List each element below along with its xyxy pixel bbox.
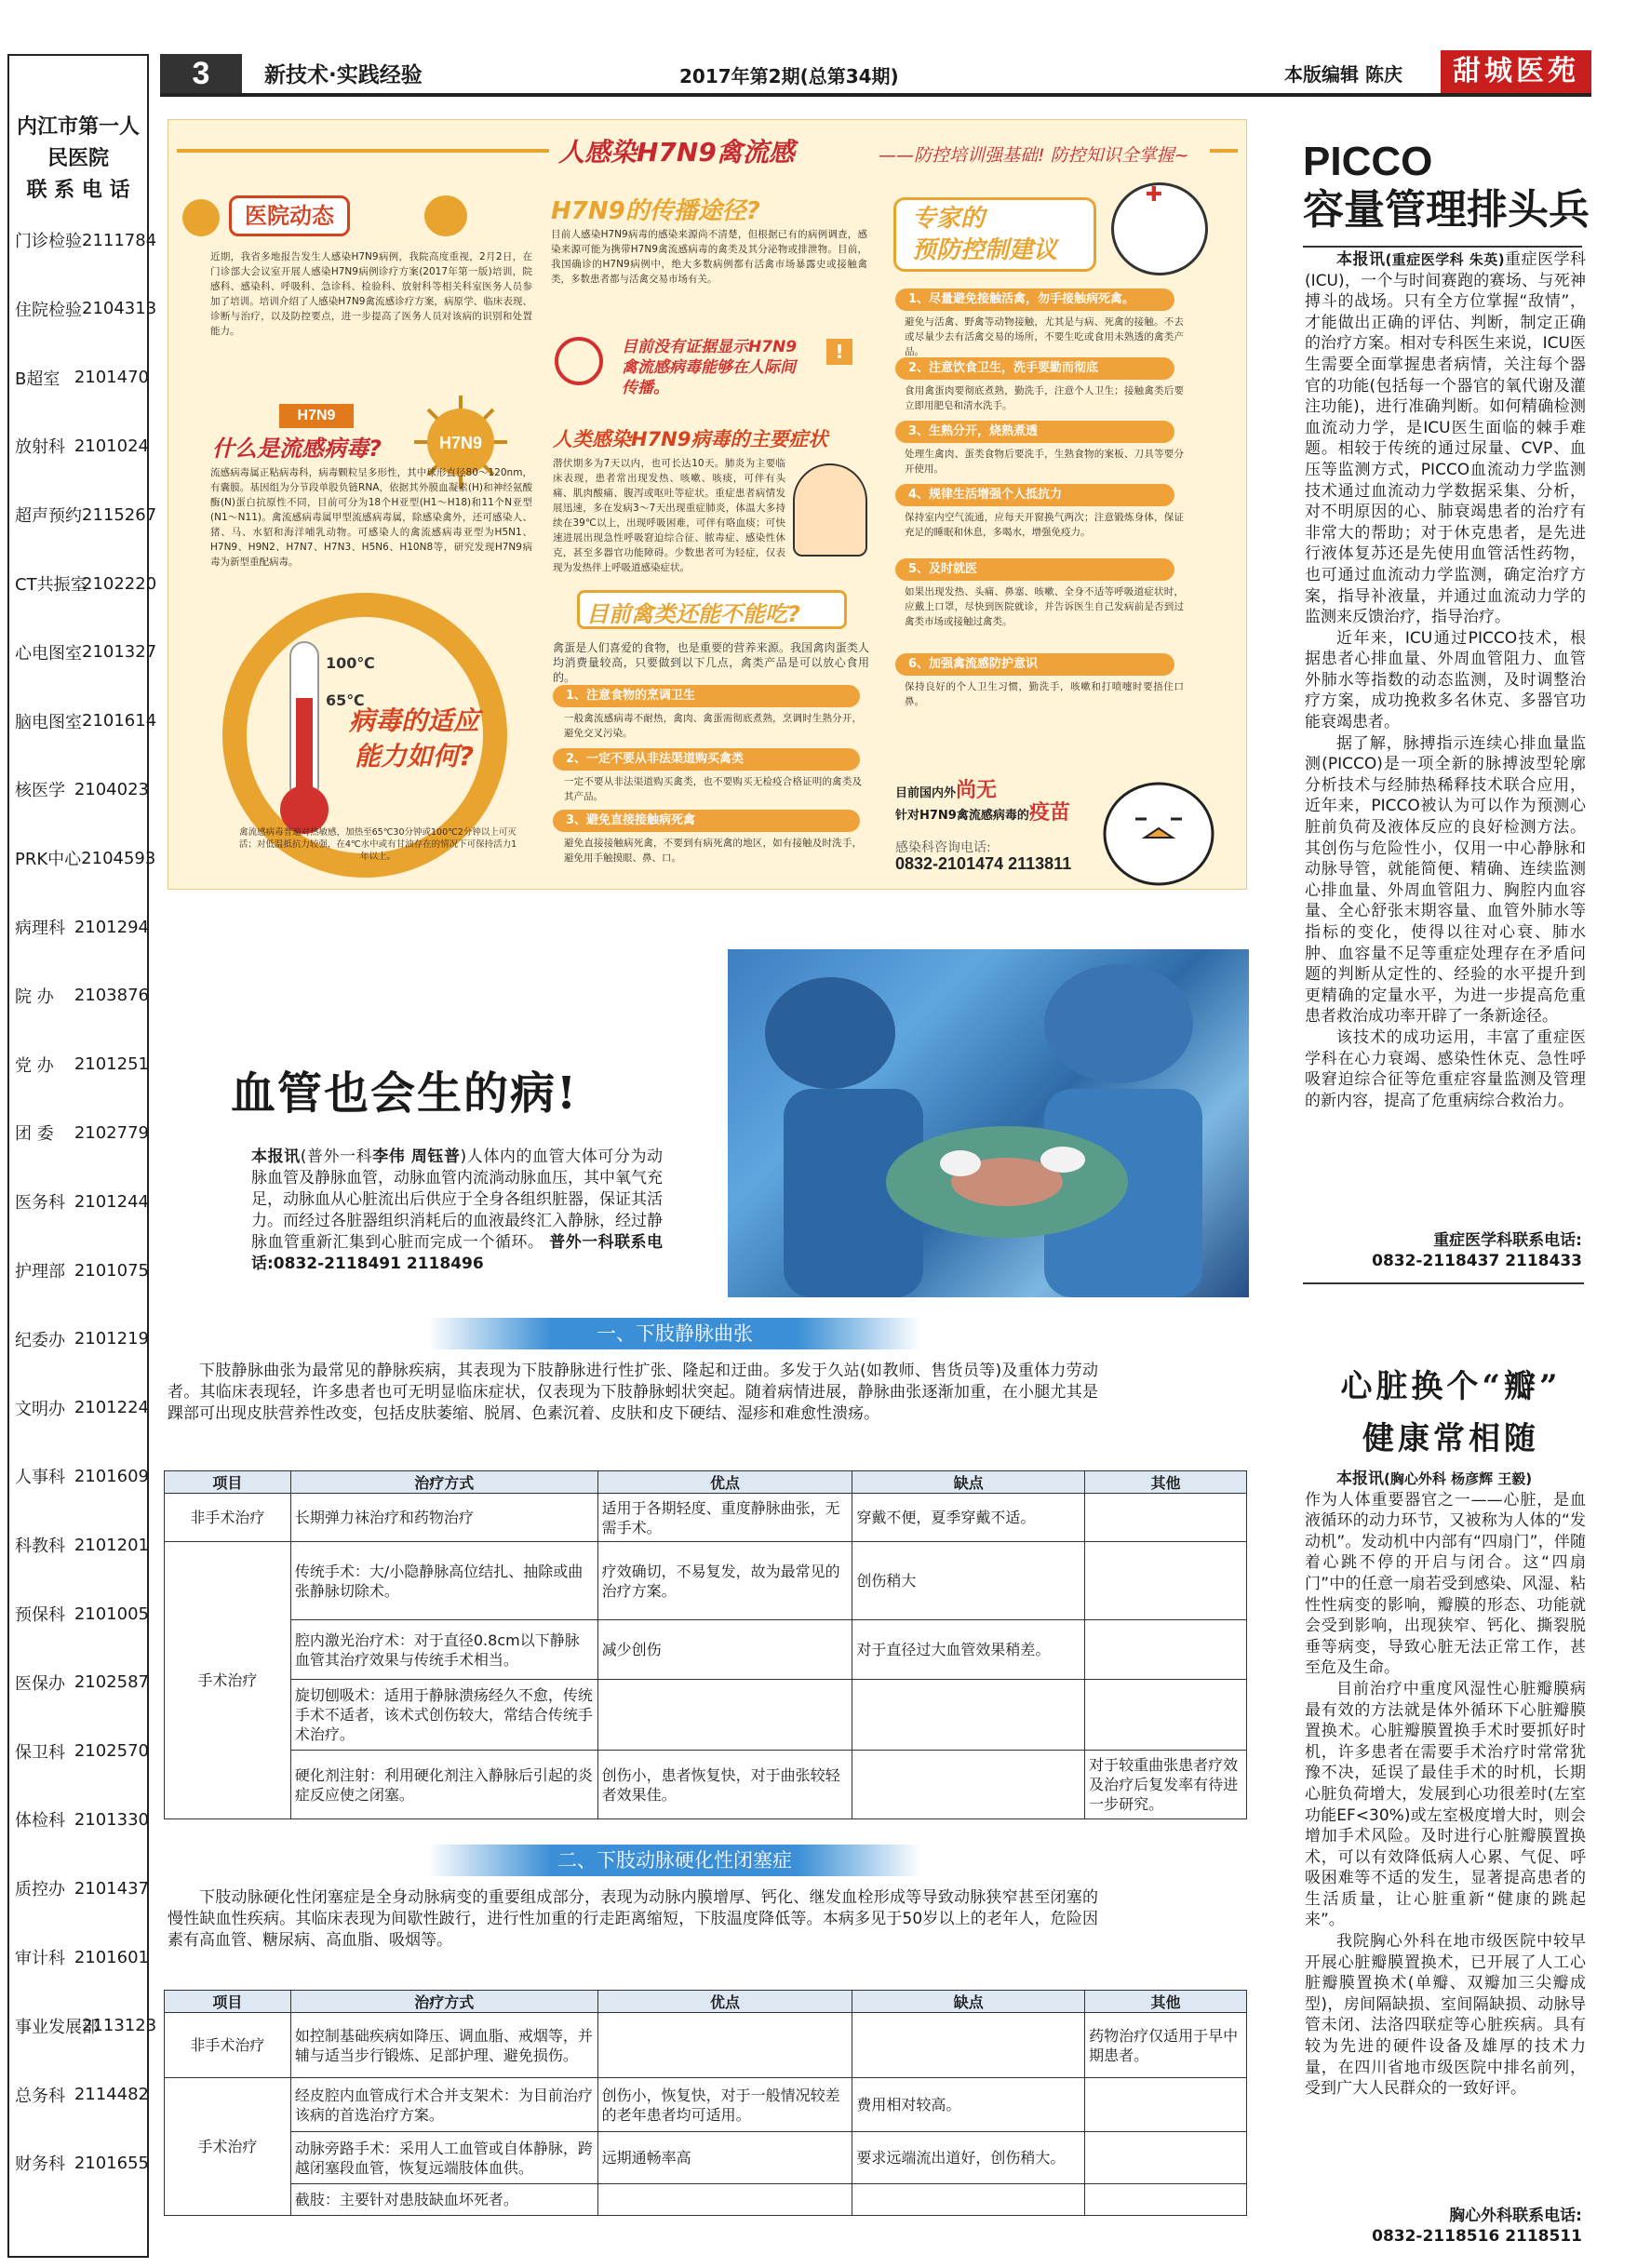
directory-phone: 2103876 <box>74 986 149 1006</box>
vessel-contact: 普外一科联系电话:0832-2118491 2118496 <box>251 1233 664 1273</box>
eat-tip-2: 2、一定不要从非法渠道购买禽类 <box>553 748 860 771</box>
directory-phone: 2101219 <box>74 1329 149 1349</box>
section-title: 新技术·实践经验 <box>264 63 423 87</box>
section1-text: 下肢静脉曲张为最常见的静脉疾病，其表现为下肢静脉进行性扩张、隆起和迂曲。多发于久站(如教师、售货员等)及重体力劳动者。其临床表现轻，许多患者也可无明显临床症状，仅表现为下肢静脉蚓状突起。随着病情进展，静脉曲张逐渐加重，在小腿尤其是踝部可出现皮肤营养性改变，包括皮肤萎缩、脱屑、色素沉着、皮肤和皮下硬结、湿疹和难愈性溃疡。 <box>168 1362 1098 1423</box>
heart-article-body <box>1305 1469 1586 2100</box>
table-cell: 截肢：主要针对患肢缺血坏死者。 <box>290 2184 597 2216</box>
warning-icon: ! <box>826 339 852 365</box>
table-row <box>165 1620 1247 1680</box>
no-human-transmission-icon <box>555 337 603 385</box>
directory-dept: CT共振室 <box>15 575 87 595</box>
issue-label: 2017年第2期(总第34期) <box>679 65 899 87</box>
table-cell: 远期通畅率高 <box>597 2132 852 2184</box>
directory-phone: 2114482 <box>74 2085 149 2105</box>
directory-dept: 放射科 <box>15 437 65 458</box>
picco-title-line1: PICCO <box>1303 139 1433 184</box>
directory-phone: 2101437 <box>74 1878 149 1899</box>
directory-row <box>15 1046 149 1083</box>
directory-row <box>15 908 149 946</box>
directory-dept: 门诊检验 <box>15 232 82 251</box>
can-eat-title: 目前禽类还能不能吃? <box>586 601 800 627</box>
directory-dept: 科教科 <box>15 1537 65 1557</box>
table-cell: 费用相对较高。 <box>852 2078 1085 2132</box>
section2-title: 二、下肢动脉硬化性闭塞症 <box>428 1845 921 1876</box>
directory-dept: PRK中心 <box>15 850 82 870</box>
directory-row <box>15 771 149 808</box>
table-cell: 疗效确切，不易复发，故为最常见的治疗方案。 <box>597 1542 852 1620</box>
directory-row <box>15 1457 149 1495</box>
chicken-icon <box>182 199 220 236</box>
table-cell: 对于直径过大血管效果稍差。 <box>852 1620 1085 1680</box>
picco-paragraph-3: 据了解，脉搏指示连续心排血量监测(PICCO)是一项全新的脉搏波型轮廓分析技术与经肺热稀释技术联合应用，近年来，PICCO被认为可以作为预测心脏前负荷及液体反应的良好检测方法。其创伤与危险性小，仅用一中心静脉和动脉导管，就能简便、精确、连续监测心排血量、外周血管阻力、胸腔内血容量、全心舒张末期容量、血管外肺水等指标的变化，使得以往对心衰、肺水肿、血容量不足等重症处理存在矛盾问题的判断从定性的、经验的水平提升到更精确的定量水平，为进一步提高危重患者救治成功率开辟了一条新途径。 <box>1305 733 1586 1027</box>
banner-stripe-right <box>1210 149 1238 153</box>
directory-dept: 超声预约 <box>15 506 82 527</box>
sick-person-icon <box>793 463 867 557</box>
vaccine-word: 疫苗 <box>1028 801 1070 825</box>
expert-title-line2: 预防控制建议 <box>912 236 1058 264</box>
heart-contact-label: 胸心外科联系电话: <box>1449 2207 1582 2225</box>
directory-phone: 2101470 <box>74 368 149 388</box>
directory-dept: 住院检验 <box>15 300 82 320</box>
banner-stripe-left <box>177 149 549 153</box>
table-cell <box>1085 2184 1247 2216</box>
directory-row <box>15 221 157 259</box>
directory-row <box>15 427 149 464</box>
table-cell <box>597 2013 852 2078</box>
picco-paragraph-1: 重症医学科(ICU)，一个与时间赛跑的赛场、与死神搏斗的战场。只有全方位掌握“敌情”，才能做出正确的评估、判断，制定正确的治疗方案。相对专科医生来说，ICU医生需要全面掌握患者病情，关注每个器官的功能(包括每一个器官的氧代谢及灌注功能)，进行准确判断。如何精确检测血流动力学，是ICU医生面临的棘手难题。相较于传统的通过尿量、CVP、血压等监测方式，PICCO血流动力学监测技术通过血流动力学数据采集、分析，对不明原因的心、肺衰竭患者的治疗有非常大的帮助；对于休克患者，是先进行液体复苏还是先使用血管活性药物，也可通过血流动力学监测，确定治疗方案，指导补液量，并通过血流动力学的监测来反馈治疗，指导治疗。 <box>1305 250 1587 627</box>
row-category-label: 非手术治疗 <box>165 2013 291 2078</box>
directory-phone: 2102220 <box>82 573 157 594</box>
directory-row <box>15 290 157 328</box>
eat-intro-text: 禽蛋是人们喜爱的食物，也是重要的营养来源。我国禽肉蛋类人均消费量较高，只要做到以下几点，禽类产品是可以放心食用的。 <box>553 641 869 684</box>
table-header-cell: 其他 <box>1085 1991 1247 2013</box>
table-cell: 传统手术：大/小隐静脉高位结扎、抽除或曲张静脉切除术。 <box>290 1542 597 1620</box>
directory-dept: 党 办 <box>15 1055 54 1076</box>
directory-dept: 核医学 <box>15 781 65 801</box>
directory-dept: 护理部 <box>15 1262 65 1282</box>
directory-row <box>15 634 157 671</box>
table-cell: 要求远端流出道好，创伤稍大。 <box>852 2132 1085 2184</box>
directory-row <box>15 1321 149 1358</box>
directory-row <box>15 1939 149 1976</box>
directory-phone: 2101614 <box>82 711 157 731</box>
column-divider <box>1303 1282 1584 1284</box>
directory-phone: 2104593 <box>81 848 156 868</box>
phone-directory <box>7 54 157 2258</box>
row-category-label: 非手术治疗 <box>165 1494 291 1542</box>
picco-title-line2: 容量管理排头兵 <box>1303 187 1590 233</box>
directory-phone: 2101655 <box>74 2153 149 2173</box>
directory-phone: 2101294 <box>74 917 149 937</box>
directory-row <box>15 2007 157 2045</box>
directory-row <box>15 1801 149 1838</box>
transmission-title: H7N9的传播途径? <box>551 197 760 225</box>
directory-phone: 2101244 <box>74 1191 149 1212</box>
directory-row <box>15 839 156 877</box>
directory-dept: 病理科 <box>15 919 65 938</box>
heart-title-line1: 心脏换个“瓣” <box>1340 1368 1562 1405</box>
expert-title-line1: 专家的 <box>912 205 986 233</box>
table-cell: 腔内激光治疗术：对于直径0.8cm以下静脉血管其治疗效果与传统手术相当。 <box>290 1620 597 1680</box>
table-cell: 长期弹力袜治疗和药物治疗 <box>290 1494 597 1542</box>
thermo-arc-text: 禽流感病毒普遍对热敏感，加热至65℃30分钟或100℃2分钟以上可灭活；对低温抵抗力较强，在4℃水中或有甘油存在的情况下可保持活力1年以上。 <box>238 827 517 862</box>
table-row <box>165 2078 1247 2132</box>
table-header-cell: 缺点 <box>852 1471 1085 1494</box>
directory-phone: 2101601 <box>74 1947 149 1967</box>
table-header-row <box>165 1471 1247 1494</box>
chicken-icon <box>424 195 467 236</box>
directory-title-line2: 联 系 电 话 <box>26 179 130 202</box>
vaccine-line2-text: 针对H7N9禽流感病毒的 <box>895 809 1029 823</box>
byline-authors: 李伟 周钰普 <box>372 1147 461 1166</box>
h7n9-tag: H7N9 <box>279 404 354 428</box>
arterial-treatment-table <box>164 1990 1247 2216</box>
virus-label: H7N9 <box>438 434 483 452</box>
directory-phone: 2113123 <box>82 2016 157 2036</box>
directory-phone: 2101024 <box>74 436 149 456</box>
vessel-article-body <box>251 1147 663 1275</box>
table-row <box>165 2013 1247 2078</box>
directory-row <box>15 359 149 396</box>
section2-text: 下肢动脉硬化性闭塞症是全身动脉病变的重要组成部分，表现为动脉内膜增厚、钙化、继发血栓形成等导致动脉狭窄甚至闭塞的慢性缺血性疾病。其临床表现为间歇性跛行，进行性加重的行走距离缩短，下肢温度降低等。本病多见于50岁以上的老年人，危险因素有高血管、糖尿病、高血脂、吸烟等。 <box>168 1888 1098 1950</box>
vessel-body-text: )人体内的血管大体可分为动脉血管及静脉血管，动脉血管内流淌动脉血压，其中氧气充足，动脉血从心脏流出后供应于全身各组织脏器，保证其活力。而经过各脏器组织消耗后的血液最终汇入静脉，经过静脉血管重新汇集到心脏而完成一个循环。 <box>251 1147 664 1252</box>
vaccine-line2 <box>895 797 1070 825</box>
directory-phone: 2101609 <box>74 1466 149 1486</box>
heart-paragraph-2: 目前治疗中重度风湿性心脏瓣膜病最有效的方法就是体外循环下心脏瓣膜置换术。心脏瓣膜置换手术时要抓好时机，许多患者在需要手术治疗时常常犹豫不决，延误了最佳手术的时机，长期心脏负荷增大，发展到心功很差时(左室功能EF<30%)或左室极度增大时，则会增加手术风险。及时进行心脏瓣膜置换术，可以有效降低病人心累、气促、呼吸困难等不适的发生，显著提高患者的生活质量，让心脏重新“健康的跳起来”。 <box>1305 1679 1586 1930</box>
directory-phone: 2102570 <box>74 1741 149 1762</box>
table-cell <box>1085 1680 1247 1751</box>
directory-dept: 预保科 <box>15 1605 65 1625</box>
varicose-treatment-table <box>164 1470 1247 1819</box>
vaccine-line1-text: 目前国内外 <box>895 786 957 800</box>
directory-row <box>15 1733 149 1770</box>
directory-row <box>15 565 157 602</box>
directory-dept: 体检科 <box>15 1811 65 1832</box>
heart-author: (胸心外科 杨彦辉 王毅) <box>1384 1470 1533 1487</box>
symptoms-text: 潜伏期多为7天以内，也可长达10天。肺炎为主要临床表现，患者常出现发热、咳嗽、咳痰，可伴有头痛、肌肉酸痛、腹泻或呕吐等症状。重症患者病情发展迅速，多在发病3～7天出现重症肺炎，体温大多持续在39℃以上，出现呼吸困难，可伴有咯血痰；可快速进展出现急性呼吸窘迫综合征、脓毒症、感染性休克，甚至多器官功能障碍。少数患者可为轻症，仅表现为发热伴上呼吸道感染症状。 <box>553 458 785 573</box>
directory-phone: 2104023 <box>74 779 149 799</box>
directory-row <box>15 1183 149 1220</box>
directory-dept: 财务科 <box>15 2154 65 2175</box>
eat-tip-3-text: 避免直接接触病死禽，不要到有病死禽的地区，如有接触及时洗手，避免用手触摸眼、鼻、口。 <box>564 838 862 864</box>
expert-advice-title: 2、注意饮食卫生，洗手要勤而彻底 <box>895 357 1174 380</box>
table-cell <box>597 1680 852 1751</box>
directory-phone: 2101075 <box>74 1260 149 1281</box>
directory-dept: 院 办 <box>15 986 54 1007</box>
table-cell <box>1085 1494 1247 1542</box>
directory-phone: 2115267 <box>82 504 157 525</box>
table-cell <box>597 2184 852 2216</box>
eat-tip-2-text: 一定不要从非法渠道购买禽类，也不要购买无检疫合格证明的禽类及其产品。 <box>564 776 862 802</box>
directory-title <box>9 112 147 207</box>
directory-row <box>15 496 157 533</box>
table-row <box>165 1494 1247 1542</box>
table-cell: 对于较重曲张患者疗效及治疗后复发率有待进一步研究。 <box>1085 1751 1247 1819</box>
thermo-65-label: 65℃ <box>326 691 365 709</box>
thermo-100-label: 100℃ <box>326 654 375 672</box>
picco-contact-numbers: 0832-2118437 2118433 <box>1372 1252 1582 1270</box>
directory-dept: 总务科 <box>15 2086 65 2106</box>
newspaper-logo: 甜城医苑 <box>1441 50 1591 93</box>
table-cell: 适用于各期轻度、重度静脉曲张，无需手术。 <box>597 1494 852 1542</box>
directory-phone: 2101327 <box>82 642 157 663</box>
chick-mascot-icon <box>1089 759 1228 886</box>
directory-row <box>15 1526 149 1563</box>
directory-row <box>15 1664 149 1701</box>
table-cell <box>1085 1542 1247 1620</box>
table-header-cell: 缺点 <box>852 1991 1085 2013</box>
picco-paragraph-2: 近年来，ICU通过PICCO技术，根据患者心排血量、外周血管阻力、血管外肺水等指数的动态监测，及时调整治疗方案，成功挽救多名休克、多器官功能衰竭患者。 <box>1305 628 1586 732</box>
picco-contact-label: 重症医学科联系电话: <box>1433 1231 1582 1250</box>
directory-dept: 纪委办 <box>15 1330 65 1350</box>
directory-row <box>15 2144 149 2181</box>
what-is-flu-text: 流感病毒属正粘病毒科，病毒颗粒呈多形性，其中球形直径80～120nm，有囊膜。基因组为分节段单股负链RNA，依据其外膜血凝素(H)和神经氨酸酶(N)蛋白抗原性不同，目前可分为18个H亚型(H1～H18)和11个N亚型(N1～N11)。禽流感病毒属甲型流感病毒属，除感染禽外，还可感染人、猪、马、水貂和海洋哺乳动物。可感染人的禽流感病毒亚型为H5N1、H7N9、H9N2、H7N7、H7N3、H5N6、H10N8等，研究发现H7N9病毒为新型重配病毒。 <box>210 467 532 568</box>
what-is-flu-title: 什么是流感病毒? <box>212 436 382 462</box>
table-cell <box>852 2013 1085 2078</box>
eat-tip-3: 3、避免直接接触病死禽 <box>553 810 860 832</box>
eat-tip-1: 1、注意食物的烹调卫生 <box>553 685 860 707</box>
picco-title-rule <box>1303 246 1582 248</box>
virus-adaptability-title: 病毒的适应能力如何? <box>348 705 479 772</box>
directory-row <box>15 1114 149 1151</box>
directory-row <box>15 977 149 1014</box>
table-header-cell: 治疗方式 <box>290 1471 597 1494</box>
table-header-cell: 优点 <box>597 1471 852 1494</box>
byline-lead: 本报讯 <box>251 1147 301 1166</box>
table-cell <box>852 2184 1085 2216</box>
directory-phone: 2101330 <box>74 1809 149 1830</box>
symptoms-title: 人类感染H7N9病毒的主要症状 <box>553 428 828 450</box>
picco-paragraph-4: 该技术的成功运用，丰富了重症医学科在心力衰竭、感染性休克、急性呼吸窘迫综合征等危重症容量监测及管理的新内容，提高了危重病综合救治力。 <box>1305 1027 1586 1110</box>
directory-dept: 人事科 <box>15 1468 65 1488</box>
page-number: 3 <box>160 54 242 93</box>
directory-dept: 事业发展部 <box>15 2017 99 2037</box>
directory-row <box>15 703 157 740</box>
medical-cross-icon: ✚ <box>1145 183 1163 207</box>
table-cell <box>852 1751 1085 1819</box>
byline-dept: (普外一科 <box>300 1147 373 1166</box>
table-cell: 创伤稍大 <box>852 1542 1085 1620</box>
directory-row <box>15 2076 149 2114</box>
infection-phone-numbers: 0832-2101474 2113811 <box>895 854 1072 873</box>
table-cell: 药物治疗仅适用于早中期患者。 <box>1085 2013 1247 2078</box>
directory-dept: 文明办 <box>15 1399 65 1419</box>
expert-advice-title: 1、尽量避免接触活禽，勿手接触病死禽。 <box>895 289 1174 311</box>
directory-row <box>15 1595 149 1632</box>
expert-advice-text: 避免与活禽、野禽等动物接触，尤其是与病、死禽的接触。不去或尽量少去有活禽交易的场所，不要生吃或食用未熟透的禽类产品。 <box>905 316 1184 357</box>
table-row <box>165 1542 1247 1620</box>
directory-phone: 2111784 <box>82 230 157 250</box>
picco-contact <box>1303 1230 1582 1271</box>
table-header-cell: 治疗方式 <box>290 1991 597 2013</box>
table-row <box>165 1751 1247 1819</box>
vessel-article-title: 血管也会生的病! <box>231 1067 579 1120</box>
directory-dept: 医保办 <box>15 1673 65 1694</box>
expert-advice-text: 食用禽蛋肉要彻底煮熟，勤洗手，注意个人卫生；接触禽类后要立即用肥皂和清水洗手。 <box>905 385 1184 411</box>
row-category-label: 手术治疗 <box>165 2078 291 2216</box>
hospital-news-text: 近期，我省多地报告发生人感染H7N9病例，我院高度重视，2月2日，在门诊部大会议室开展人感染H7N9病例诊疗方案(2017年第一版)培训，院感科、感染科、呼吸科、急诊科、检验科、放射科等相关科室医务人员参加了培训。培训介绍了人感染H7N9禽流感诊疗方案，病原学、临床表现、诊断与治疗，以及防控要点，进一步提高了医务人员对该病的识别和处置能力。 <box>210 251 532 337</box>
directory-title-line1: 内江市第一人民医院 <box>16 115 140 170</box>
editor-label: 本版编辑 陈庆 <box>1284 63 1402 86</box>
table-cell <box>1085 2078 1247 2132</box>
directory-phone: 2101224 <box>74 1398 149 1418</box>
directory-phone: 2101005 <box>74 1604 149 1624</box>
vaccine-none-word: 尚无 <box>956 779 998 802</box>
heart-paragraph-3: 我院胸心外科在地市级医院中较早开展心脏瓣膜置换术，已开展了人工心脏瓣膜置换术(单瓣、双瓣加三尖瓣成型)，房间隔缺损、室间隔缺损、动脉导管未闭、法洛四联症等心脏疾病。具有较为先进的硬件设备及雄厚的技术力量，在四川省地市级医院中排名前列，受到广大人民群众的一致好评。 <box>1305 1932 1586 2099</box>
no-evidence-text: 目前没有证据显示H7N9禽流感病毒能够在人际间传播。 <box>622 338 798 397</box>
directory-row <box>15 1870 149 1907</box>
directory-phone: 2101201 <box>74 1535 149 1555</box>
directory-dept: 审计科 <box>15 1949 65 1968</box>
directory-dept: 团 委 <box>15 1124 54 1145</box>
infection-phone-label: 感染科咨询电话: <box>895 840 991 855</box>
expert-advice-title: 3、生熟分开，烧熟煮透 <box>895 421 1174 443</box>
h7n9-banner: 人感染H7N9禽流感 <box>558 137 795 168</box>
directory-phone: 2104313 <box>82 299 157 319</box>
table-cell: 减少创伤 <box>597 1620 852 1680</box>
heart-article-title <box>1325 1361 1577 1465</box>
header-rule <box>160 93 1591 97</box>
table-header-cell: 优点 <box>597 1991 852 2013</box>
table-cell <box>852 1680 1085 1751</box>
transmission-text: 目前人感染H7N9病毒的感染来源尚不清楚，但根据已有的病例调查，感染来源可能为携带H7N9禽流感病毒的禽类及其分泌物或排泄物。目前，我国确诊的H7N9病例中，绝大多数病例都有活禽市场暴露史或接触禽类，多数患者都与活禽交易市场有关。 <box>551 229 867 285</box>
directory-row <box>15 1252 149 1289</box>
directory-phone: 2101251 <box>74 1054 149 1075</box>
table-cell <box>1085 1620 1247 1680</box>
table-row <box>165 2184 1247 2216</box>
expert-advice-title: 4、规律生活增强个人抵抗力 <box>895 484 1174 506</box>
directory-dept: 心电图室 <box>15 643 82 664</box>
table-row <box>165 2132 1247 2184</box>
table-cell: 如控制基础疾病如降压、调血脂、戒烟等，并辅与适当步行锻炼、足部护理、避免损伤。 <box>290 2013 597 2078</box>
table-header-row <box>165 1991 1247 2013</box>
table-header-cell: 项目 <box>165 1471 291 1494</box>
table-cell: 硬化剂注射：利用硬化剂注入静脉后引起的炎症反应使之闭塞。 <box>290 1751 597 1819</box>
directory-row <box>15 1389 149 1427</box>
table-cell: 创伤小，恢复快，对于一般情况较差的老年患者均可适用。 <box>597 2078 852 2132</box>
table-cell <box>1085 2132 1247 2184</box>
directory-dept: 质控办 <box>15 1880 65 1900</box>
table-row <box>165 1680 1247 1751</box>
directory-dept: 医务科 <box>15 1193 65 1214</box>
picco-article-body <box>1305 249 1586 1111</box>
section1-title: 一、下肢静脉曲张 <box>428 1318 921 1349</box>
picco-lead: 本报讯 <box>1336 250 1386 269</box>
directory-dept: B超室 <box>15 369 60 389</box>
table-header-cell: 项目 <box>165 1991 291 2013</box>
directory-phone: 2102587 <box>74 1672 149 1693</box>
expert-advice-title: 6、加强禽流感防护意识 <box>895 653 1174 676</box>
table-cell: 穿戴不便，夏季穿戴不适。 <box>852 1494 1085 1542</box>
table-cell: 动脉旁路手术：采用人工血管或自体静脉，跨越闭塞段血管，恢复远端肢体血供。 <box>290 2132 597 2184</box>
surgery-photo <box>728 949 1249 1297</box>
directory-dept: 保卫科 <box>15 1742 65 1763</box>
table-header-cell: 其他 <box>1085 1471 1247 1494</box>
picco-title <box>1303 138 1590 235</box>
picco-author: (重症医学科 朱英) <box>1385 251 1505 268</box>
table-cell: 创伤小，患者恢复快，对于曲张较轻者效果佳。 <box>597 1751 852 1819</box>
expert-advice-text: 保持室内空气流通，应每天开窗换气两次；注意锻炼身体，保证充足的睡眠和休息，多喝水，增强免疫力。 <box>905 512 1184 538</box>
expert-advice-text: 处理生禽肉、蛋类食物后要洗手，生熟食物的案板、刀具等要分开使用。 <box>905 449 1184 475</box>
heart-paragraph-1: 作为人体重要器官之一——心脏，是血液循环的动力环节，又被称为人体的“发动机”。发动机中内部有“四扇门”，伴随着心跳不停的开启与闭合。这“四扇门”中的任意一扇若受到感染、风湿、粘性性病变的影响，瓣膜的形态、功能就会受到影响，出现狭窄、钙化、撕裂脱垂等病变，导致心脏无法正常工作，甚至危及生命。 <box>1305 1490 1586 1678</box>
heart-title-line2: 健康常相随 <box>1362 1420 1539 1457</box>
h7n9-banner-sub: ——防控培训强基础! 防控知识全掌握~ <box>879 145 1189 166</box>
hospital-news-badge: 医院动态 <box>229 195 350 236</box>
table-cell: 经皮腔内血管成行术合并支架术：为目前治疗该病的首选治疗方案。 <box>290 2078 597 2132</box>
directory-phone: 2102779 <box>74 1122 149 1143</box>
table-cell: 旋切刨吸术：适用于静脉溃疡经久不愈，传统手术不适者，该术式创伤较大，常结合传统手术治疗。 <box>290 1680 597 1751</box>
row-category-label: 手术治疗 <box>165 1542 291 1819</box>
heart-contact-numbers: 0832-2118516 2118511 <box>1372 2227 1582 2246</box>
expert-advice-text: 保持良好的个人卫生习惯，勤洗手，咳嗽和打喷嚏时要捂住口鼻。 <box>905 681 1184 707</box>
eat-tip-1-text: 一般禽流感病毒不耐热，禽肉、禽蛋需彻底煮熟，烹调时生熟分开，避免交叉污染。 <box>564 713 862 739</box>
expert-advice-title: 5、及时就医 <box>895 558 1174 581</box>
expert-advice-text: 如果出现发热、头痛、鼻塞、咳嗽、全身不适等呼吸道症状时，应戴上口罩，尽快到医院就诊，并告诉医生自己发病前是否到过禽类市场或接触过禽类。 <box>905 586 1184 627</box>
heart-lead: 本报讯 <box>1336 1470 1384 1488</box>
directory-dept: 脑电图室 <box>15 712 82 732</box>
heart-contact <box>1303 2206 1582 2247</box>
